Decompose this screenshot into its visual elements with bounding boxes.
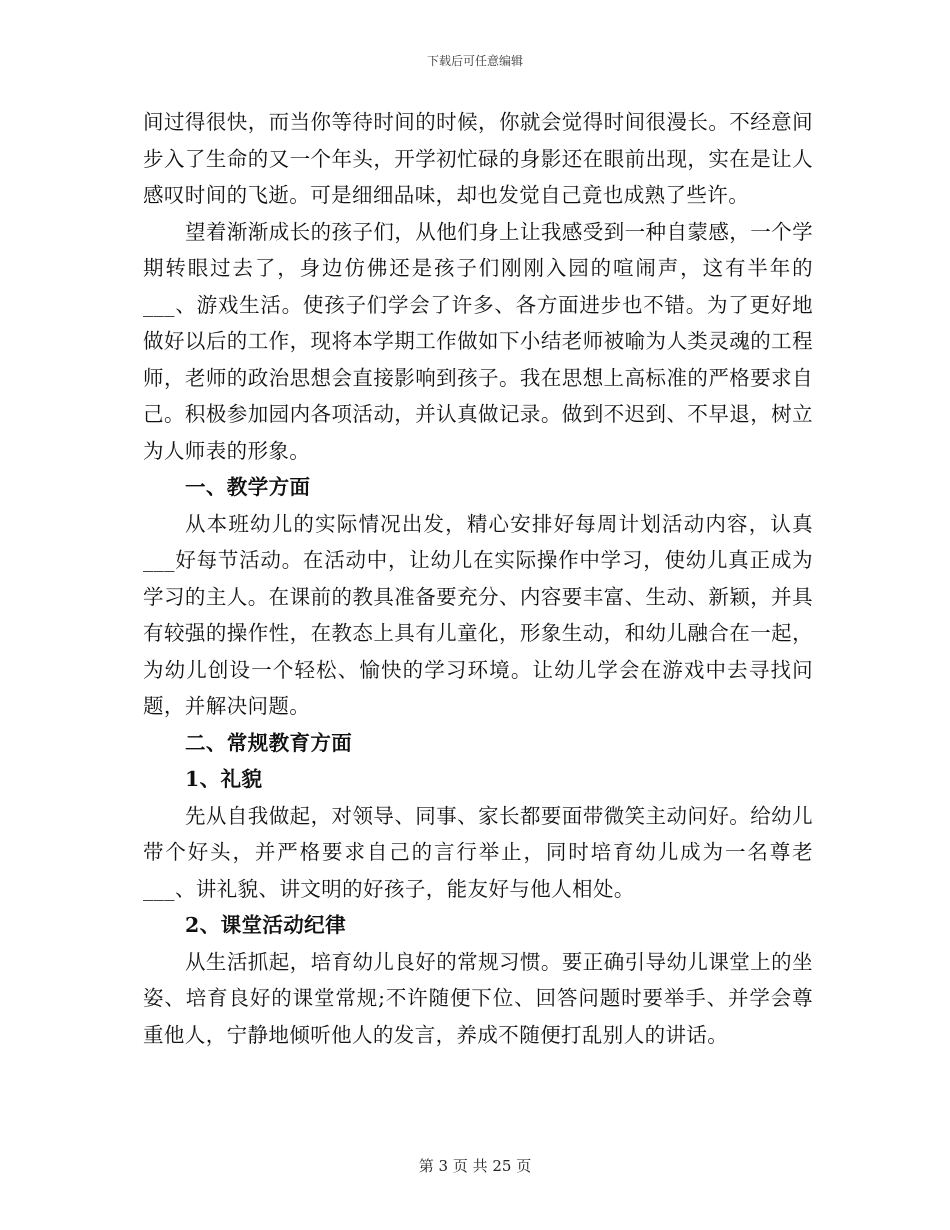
page-header-note: 下载后可任意编辑 (426, 54, 523, 68)
paragraph-time-passing: 间过得很快，而当你等待时间的时候，你就会觉得时间很漫长。不经意间步入了生命的又一个年头，开学初忙碌的身影还在眼前出现，实在是让人感叹时间的飞逝。可是细细品味，却也发觉自己竟也成熟了些许。 (143, 110, 813, 207)
paragraph-semester-summary: 望着渐渐成长的孩子们，从他们身上让我感受到一种自蒙感，一个学期转眼过去了，身边仿佛还是孩子们刚刚入园的喧闹声，这有半年的___、游戏生活。使孩子们学会了许多、各方面进步也不错。为了更好地做好以后的工作，现将本学期工作做如下小结老师被喻为人类灵魂的工程师，老师的政治思想会直接影响到孩子。我在思想上高标准的严格要求自己。积极参加园内各项活动，并认真做记录。做到不迟到、不早退，树立为人师表的形象。 (143, 219, 813, 463)
subheading-manners: 1、礼貌 (185, 767, 263, 791)
paragraph-classroom-discipline: 从生活抓起，培育幼儿良好的常规习惯。要正确引导幼儿课堂上的坐姿、培育良好的课堂常规;不许随便下位、回答问题时要举手、并学会尊重他人，宁静地倾听他人的发言，养成不随便打乱别人的讲话。 (143, 949, 813, 1047)
subheading-classroom-discipline: 2、课堂活动纪律 (185, 913, 346, 937)
document-body (143, 104, 813, 1053)
paragraph-teaching: 从本班幼儿的实际情况出发，精心安排好每周计划活动内容，认真___好每节活动。在活动中，让幼儿在实际操作中学习，使幼儿真正成为学习的主人。在课前的教具准备要充分、内容要丰富、生动、新颖，并具有较强的操作性，在教态上具有儿童化，形象生动，和幼儿融合在一起，为幼儿创设一个轻松、愉快的学习环境。让幼儿学会在游戏中去寻找问题，并解决问题。 (143, 511, 813, 718)
page-number: 第 3 页 共 25 页 (418, 1157, 532, 1175)
section-heading-routine-education: 二、常规教育方面 (185, 730, 353, 755)
section-heading-teaching: 一、教学方面 (185, 475, 311, 499)
paragraph-manners: 先从自我做起，对领导、同事、家长都要面带微笑主动问好。给幼儿带个好头，并严格要求自己的言行举止，同时培育幼儿成为一名尊老___、讲礼貌、讲文明的好孩子，能友好与他人相处。 (143, 803, 813, 901)
